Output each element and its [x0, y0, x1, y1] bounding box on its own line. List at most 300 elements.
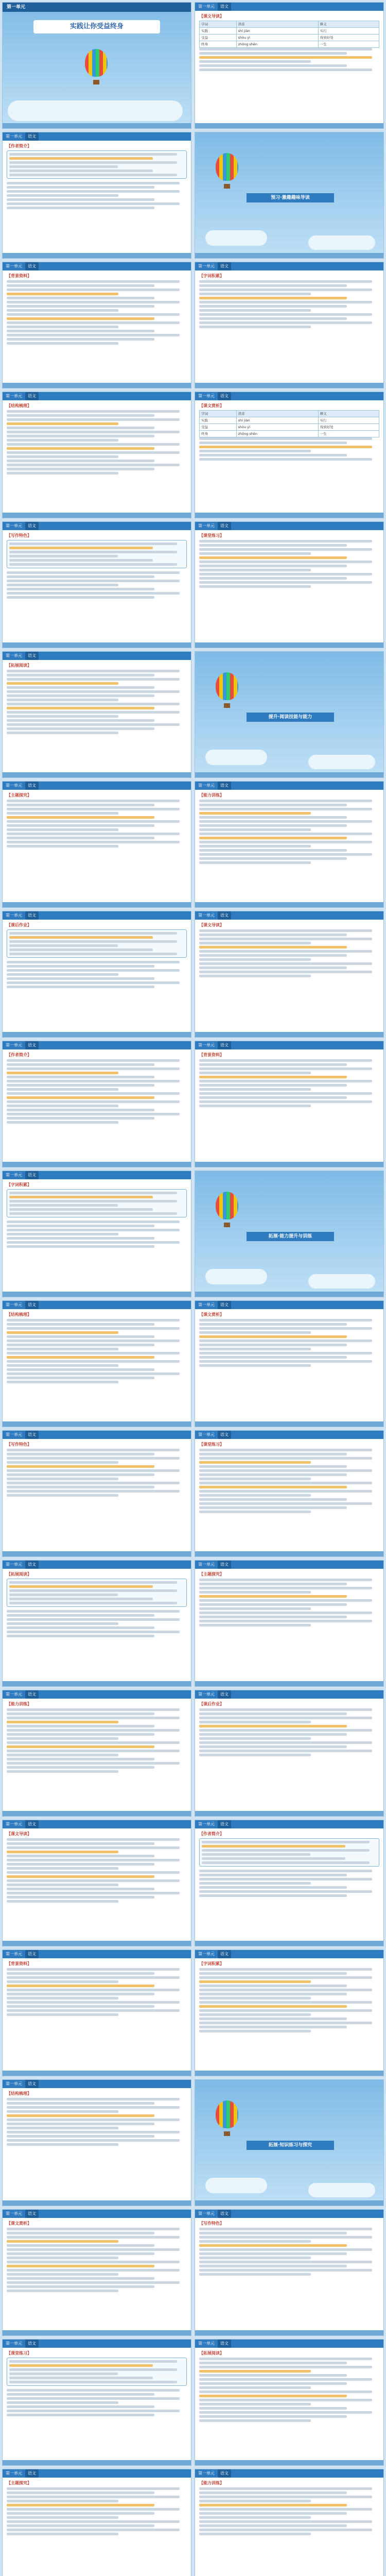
text-line	[7, 443, 180, 446]
text-line	[199, 573, 372, 575]
text-line	[199, 1096, 347, 1099]
text-line	[199, 585, 311, 588]
content-slide	[2, 521, 191, 648]
text-line	[9, 1581, 177, 1584]
text-line	[7, 1340, 180, 1342]
text-line	[7, 186, 154, 189]
text-line	[199, 64, 347, 67]
text-line	[199, 1579, 372, 1581]
text-line	[199, 289, 372, 291]
text-line	[199, 2529, 372, 2531]
text-line	[7, 1610, 180, 1613]
text-line	[199, 1729, 372, 1732]
header-unit: 第一单元	[198, 1692, 215, 1697]
text-line	[9, 2377, 153, 2379]
text-line	[199, 2358, 372, 2360]
text-line	[7, 1105, 118, 1107]
text-lines	[199, 1059, 379, 1107]
text-line	[7, 1968, 180, 1971]
slide-footer	[195, 383, 383, 388]
header-tab: 语文	[25, 1431, 39, 1439]
slide-body	[3, 2348, 191, 2460]
content-slide	[195, 2339, 384, 2466]
content-slide	[2, 1560, 191, 1687]
text-line	[7, 2516, 118, 2519]
text-line	[7, 1980, 118, 1983]
text-lines	[199, 1708, 379, 1756]
text-lines	[7, 1059, 187, 1124]
slide-header	[195, 1301, 383, 1309]
text-line	[199, 2378, 372, 2381]
text-line	[7, 2236, 180, 2239]
text-line	[199, 1968, 372, 1971]
slide-title: 【课后作业】	[7, 923, 31, 927]
slide-body	[195, 530, 383, 642]
text-line	[199, 2265, 347, 2267]
balloon-icon	[216, 672, 238, 700]
text-line	[199, 2252, 347, 2255]
text-line	[9, 1598, 153, 1600]
table-cell: 实行	[318, 417, 379, 424]
text-line	[7, 1717, 180, 1719]
slide-title: 【课文导读】	[7, 1832, 31, 1836]
text-lines	[7, 410, 187, 474]
header-unit: 第一单元	[6, 264, 22, 268]
text-line	[7, 824, 154, 827]
text-lines	[199, 800, 379, 864]
text-line	[7, 1867, 118, 1870]
text-line	[199, 581, 372, 584]
text-line	[7, 293, 118, 295]
header-tab: 语文	[25, 132, 39, 141]
text-lines	[199, 1968, 379, 2032]
text-line	[7, 455, 118, 458]
slide-header	[3, 2210, 191, 2218]
text-line	[199, 1465, 347, 1468]
text-lines	[7, 2389, 187, 2416]
text-lines	[199, 280, 379, 328]
text-line	[7, 1233, 118, 1235]
text-line	[199, 1331, 311, 1334]
text-lines	[7, 1221, 187, 1248]
text-line	[199, 1708, 372, 1711]
vocab-table	[199, 21, 379, 48]
text-line	[9, 153, 177, 156]
header-tab: 语文	[218, 2340, 231, 2348]
slide-footer	[195, 253, 383, 258]
header-unit: 第一单元	[198, 1822, 215, 1826]
text-line	[199, 1754, 311, 1756]
slide-title: 【结构梳理】	[7, 2091, 31, 2096]
table-cell: 受益	[200, 424, 237, 431]
text-line	[199, 2232, 347, 2234]
text-line	[199, 1713, 347, 1715]
text-lines	[199, 1319, 379, 1367]
text-lines	[199, 929, 379, 977]
text-line	[7, 670, 180, 672]
text-line	[9, 2360, 177, 2363]
text-line	[7, 723, 180, 726]
text-line	[7, 2102, 154, 2105]
slide-header	[3, 262, 191, 270]
text-line	[7, 2005, 154, 2008]
table-row	[200, 41, 379, 48]
cloud-shape	[8, 100, 183, 121]
slide-footer	[3, 1941, 191, 1946]
header-unit: 第一单元	[6, 394, 22, 398]
balloon-icon	[216, 153, 238, 181]
slide-body	[195, 920, 383, 1032]
text-line	[9, 563, 177, 566]
header-tab: 语文	[25, 2080, 39, 2088]
text-line	[7, 977, 154, 980]
slide-footer	[195, 1681, 383, 1686]
text-line	[7, 2524, 154, 2527]
slide-body	[195, 270, 383, 383]
text-line	[7, 301, 180, 303]
slide-header	[3, 2340, 191, 2348]
slide-footer	[195, 2071, 383, 2076]
content-slide	[2, 781, 191, 908]
text-line	[7, 1884, 118, 1886]
text-line	[199, 1620, 372, 1622]
slide-title: 【背景资料】	[7, 274, 31, 278]
text-line	[7, 678, 180, 681]
text-line	[199, 1882, 311, 1885]
text-line	[199, 1494, 311, 1497]
text-lines	[199, 48, 379, 71]
text-line	[7, 309, 118, 312]
text-line	[199, 1344, 347, 1346]
text-line	[199, 2415, 347, 2418]
text-line	[202, 1857, 345, 1860]
text-line	[199, 2244, 347, 2247]
text-line	[7, 1063, 154, 1066]
table-cell: 实行	[318, 28, 379, 35]
text-line	[7, 575, 154, 578]
slide-body	[3, 400, 191, 513]
text-line	[7, 1976, 180, 1979]
text-line	[199, 934, 347, 936]
text-line	[199, 1980, 311, 1983]
slide-header	[195, 392, 383, 400]
text-line	[7, 326, 118, 328]
text-line	[199, 2228, 372, 2230]
text-line	[7, 1721, 118, 1723]
text-line	[199, 48, 372, 50]
text-line	[7, 1121, 118, 1124]
text-line	[7, 1469, 180, 1472]
text-line	[199, 1323, 347, 1326]
slide-body	[195, 1958, 383, 2071]
text-line	[7, 820, 180, 823]
text-line	[7, 1855, 154, 1857]
text-line	[7, 1096, 154, 1099]
text-line	[199, 845, 311, 848]
content-slide	[2, 2339, 191, 2466]
header-tab: 语文	[218, 911, 231, 920]
text-line	[199, 301, 372, 303]
text-line	[7, 1241, 180, 1244]
text-line	[199, 1607, 311, 1610]
text-line	[7, 1364, 118, 1367]
header-unit: 第一单元	[198, 783, 215, 788]
text-line	[7, 1859, 180, 1861]
text-line	[7, 2285, 154, 2288]
text-line	[199, 1457, 372, 1460]
slide-header	[3, 2080, 191, 2088]
content-slide	[2, 1430, 191, 1557]
slide-footer	[195, 1162, 383, 1167]
text-line	[9, 2364, 153, 2367]
table-cell: 终身	[200, 41, 237, 48]
table-header-row	[200, 411, 379, 417]
slide-body	[195, 2348, 383, 2460]
text-line	[7, 1741, 180, 1744]
slide-body	[3, 1958, 191, 2071]
text-line	[7, 2244, 154, 2247]
header-tab: 语文	[218, 3, 231, 11]
slide-header	[3, 1041, 191, 1049]
text-line	[7, 2277, 154, 2280]
text-line	[199, 2370, 311, 2372]
header-unit: 第一单元	[198, 1562, 215, 1567]
text-line	[199, 280, 372, 283]
text-line	[199, 929, 372, 932]
text-line	[199, 2411, 372, 2414]
slide-body	[195, 11, 383, 123]
text-line	[199, 950, 372, 953]
text-line	[7, 305, 154, 308]
text-line	[199, 962, 372, 965]
text-line	[7, 2487, 180, 2490]
slide-title: 【能力训练】	[199, 793, 224, 798]
basket-icon	[224, 184, 230, 189]
text-line	[7, 2414, 154, 2416]
header-tab: 语文	[218, 1690, 231, 1699]
text-line	[199, 1473, 347, 1476]
text-line	[7, 1989, 180, 1991]
text-line	[9, 953, 177, 955]
text-line	[199, 967, 347, 969]
text-line	[9, 948, 153, 951]
header-unit: 第一单元	[6, 523, 22, 528]
cloud-shape	[308, 235, 375, 250]
text-line	[7, 1478, 118, 1480]
text-line	[199, 2001, 372, 2004]
content-slide	[195, 1430, 384, 1557]
text-line	[199, 2261, 372, 2263]
text-line	[199, 1616, 347, 1618]
text-line	[9, 936, 153, 939]
header-tab: 语文	[25, 392, 39, 400]
slide-body	[3, 2088, 191, 2200]
balloon-icon	[216, 1192, 238, 1219]
slide-title: 【拓展阅读】	[7, 663, 31, 668]
slide-footer	[195, 2460, 383, 2465]
text-lines	[9, 153, 184, 176]
text-line	[7, 715, 118, 718]
text-line	[7, 961, 180, 963]
text-line	[199, 1599, 372, 1602]
text-line	[7, 460, 154, 462]
text-line	[199, 857, 347, 860]
text-line	[7, 2389, 180, 2392]
content-slide	[2, 1690, 191, 1817]
table-row	[200, 431, 379, 437]
text-line	[199, 2022, 372, 2024]
text-line	[7, 2257, 118, 2259]
text-line	[199, 975, 311, 977]
text-line	[7, 1319, 180, 1321]
text-line	[7, 431, 180, 433]
table-cell: 一生	[318, 41, 379, 48]
text-line	[199, 1340, 372, 1342]
text-line	[9, 1192, 177, 1194]
text-line	[9, 174, 177, 176]
text-line	[7, 342, 118, 345]
text-line	[199, 1490, 372, 1493]
text-lines	[7, 2487, 187, 2535]
text-line	[9, 1585, 153, 1588]
slide-title: 【课堂练习】	[199, 1442, 224, 1447]
text-line	[199, 946, 347, 948]
header-unit: 第一单元	[6, 2081, 22, 2086]
text-line	[9, 1200, 177, 1202]
text-line	[199, 1084, 347, 1087]
text-line	[7, 2492, 154, 2494]
text-line	[7, 1368, 154, 1371]
text-line	[9, 547, 153, 549]
slide-body	[195, 400, 383, 513]
text-line	[199, 837, 347, 839]
header-tab: 语文	[25, 1950, 39, 1958]
text-line	[199, 2269, 372, 2272]
text-line	[199, 321, 372, 324]
text-line	[9, 165, 118, 168]
text-line	[7, 981, 180, 984]
slide-body	[3, 2218, 191, 2330]
text-line	[7, 1348, 118, 1350]
header-tab: 语文	[218, 262, 231, 270]
header-unit: 第一单元	[6, 1822, 22, 1826]
text-line	[199, 2492, 347, 2494]
text-line	[7, 1494, 118, 1497]
slide-footer	[3, 1811, 191, 1816]
text-line	[7, 2119, 180, 2121]
text-line	[7, 1762, 180, 1765]
text-line	[199, 2419, 311, 2422]
text-line	[199, 2533, 311, 2535]
content-slide	[195, 2, 384, 129]
text-line	[9, 940, 177, 943]
text-line	[7, 1449, 180, 1451]
slide-footer	[3, 383, 191, 388]
text-line	[199, 828, 311, 831]
slide-header	[195, 2340, 383, 2348]
header-unit: 第一单元	[6, 1043, 22, 1047]
header-tab: 语文	[218, 2469, 231, 2478]
cover-slide	[2, 2, 191, 129]
text-lines	[199, 2487, 379, 2535]
table-cell: shí jiàn	[236, 28, 318, 35]
text-line	[7, 2520, 180, 2523]
text-line	[199, 1972, 347, 1975]
header-tab: 语文	[218, 1301, 231, 1309]
slide-header	[3, 1301, 191, 1309]
text-line	[199, 861, 311, 864]
text-lines	[7, 670, 187, 734]
slide-title: 【背景资料】	[7, 1961, 31, 1966]
table-header-cell: 字词	[200, 21, 237, 28]
text-line	[7, 727, 154, 730]
table-cell: 受益	[200, 35, 237, 41]
text-line	[199, 450, 311, 452]
text-line	[199, 2395, 347, 2397]
text-line	[7, 1323, 154, 1326]
text-line	[199, 2496, 372, 2498]
text-line	[7, 1618, 180, 1621]
section-banner: 拓展·能力提升与训练	[247, 1232, 334, 1241]
slide-title: 【作者简介】	[7, 1053, 31, 1057]
text-lines	[7, 2228, 187, 2292]
content-slide	[2, 1041, 191, 1167]
content-slide	[195, 1300, 384, 1427]
slide-header	[3, 1431, 191, 1439]
text-line	[7, 472, 118, 474]
header-tab: 语文	[25, 1820, 39, 1828]
cloud-shape	[205, 230, 267, 246]
table-cell: 得到好处	[318, 35, 379, 41]
content-slide	[2, 911, 191, 1038]
text-lines	[199, 2358, 379, 2422]
slide-title: 【能力训练】	[7, 1702, 31, 1706]
text-line	[199, 1100, 372, 1103]
text-line	[199, 853, 372, 856]
header-tab: 语文	[25, 2210, 39, 2218]
slide-title: 【主题探究】	[7, 793, 31, 798]
text-line	[7, 1076, 154, 1078]
header-tab: 语文	[25, 782, 39, 790]
text-line	[199, 1993, 347, 1995]
text-line	[7, 1863, 154, 1866]
cover-unit-bar: 第一单元	[3, 3, 191, 12]
slide-body	[3, 1699, 191, 1811]
text-line	[199, 1745, 347, 1748]
header-unit: 第一单元	[6, 1562, 22, 1567]
text-line	[199, 1737, 311, 1740]
text-line	[199, 1506, 347, 1509]
header-unit: 第一单元	[198, 1952, 215, 1956]
text-line	[199, 1976, 372, 1979]
text-line	[7, 1708, 180, 1711]
text-line	[7, 1080, 180, 1082]
table-cell: 得到好处	[318, 424, 379, 431]
slide-header	[195, 1431, 383, 1439]
text-line	[199, 1624, 311, 1626]
header-unit: 第一单元	[198, 1302, 215, 1307]
text-line	[202, 1845, 345, 1848]
text-line	[7, 1626, 154, 1629]
slide-footer	[195, 1292, 383, 1297]
slide-header	[195, 2469, 383, 2478]
slide-title: 【写作特色】	[7, 533, 31, 538]
content-box	[7, 150, 187, 179]
text-line	[199, 849, 347, 852]
text-line	[199, 437, 372, 440]
text-line	[199, 313, 372, 316]
content-box	[7, 929, 187, 958]
